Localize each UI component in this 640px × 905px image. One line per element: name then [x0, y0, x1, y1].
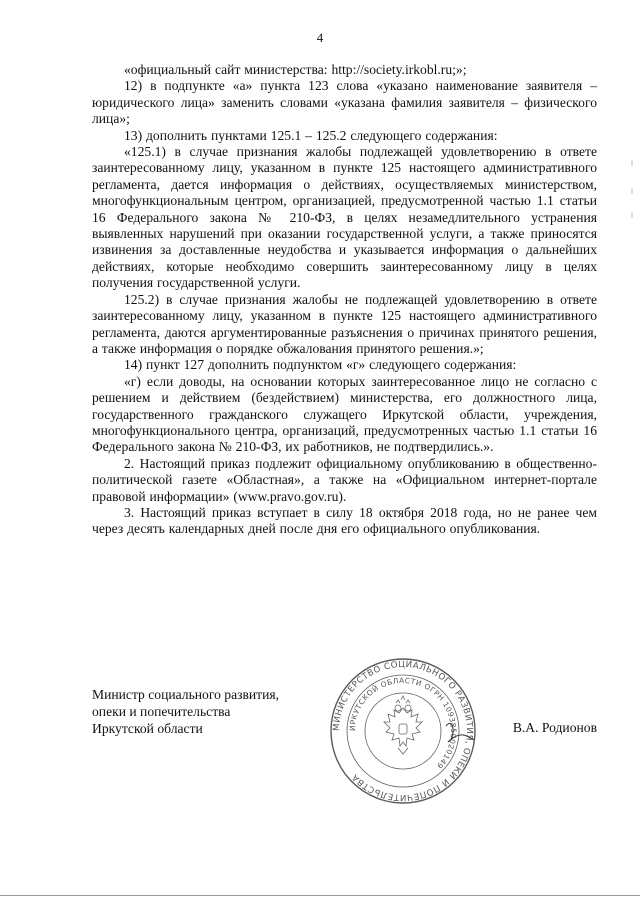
official-seal-stamp [328, 656, 478, 806]
scan-margin-marks [630, 160, 634, 220]
signatory-title-line: Иркутской области [92, 721, 203, 736]
signatory-title-line: опеки и попечительства [92, 704, 231, 719]
paragraph: «официальный сайт министерства: http://society.irkobl.ru;»; [124, 62, 467, 77]
paragraph: 12) в подпункте «а» пункта 123 слова «указано наименование заявителя – юридического лица» заменить словами «указана фамилия заявителя – физического лица»; [92, 78, 597, 127]
paragraph: 13) дополнить пунктами 125.1 – 125.2 следующего содержания: [124, 127, 498, 143]
signatory-title-line: Министр социального развития, [92, 687, 280, 702]
seal-outer-text-path: МИНИСТЕРСТВО СОЦИАЛЬНОГО РАЗВИТИЯ, ОПЕКИ И ПОПЕЧИТЕЛЬСТВА [331, 659, 475, 803]
scan-margin-marks-svg [630, 160, 634, 220]
document-body [92, 62, 597, 538]
page-number: 4 [316, 30, 324, 45]
coat-of-arms-eagle-icon [384, 696, 422, 754]
scan-bottom-edge [0, 895, 640, 896]
signature-block [92, 659, 597, 803]
paragraph: 125.2) в случае признания жалобы не подлежащей удовлетворению в ответе заинтересованному лицу, указанном в пункте 125 настоящего административного регламента, даются аргументированные разъяснения о причинах принятого решения, а также информация о порядке обжалования принятого решения.»; [92, 291, 597, 356]
paragraph: 14) пункт 127 дополнить подпунктом «г» следующего содержания: [124, 357, 517, 373]
signatory-title [92, 686, 279, 737]
paragraph: 3. Настоящий приказ вступает в силу 18 октября 2018 года, но не ранее чем через десять календарных дней после дня его официального опубликования. [92, 504, 597, 537]
paragraph: 2. Настоящий приказ подлежит официальному опубликованию в общественно-политической газете «Областная», а также на «Официальном интернет-портале правовой информации» (www.pravo.gov.ru). [92, 455, 597, 504]
signatory-name: В.А. Родионов [512, 720, 597, 735]
paragraph: «г) если доводы, на основании которых заинтересованное лицо не согласно с решением и действием (бездействием) министерства, его должностного лица, государственного гражданского служащего Иркутской области, учреждения, многофункционального центра, организаций, предусмотренных частью 1.1 статьи 16 Федерального закона № 210-ФЗ, их работников, не подтвердились.». [92, 373, 597, 455]
seal-inner-text-path: ИРКУТСКОЙ ОБЛАСТИ ОГРН 1093850020149 [347, 675, 459, 771]
paragraph: «125.1) в случае признания жалобы подлежащей удовлетворению в ответе заинтересованному лицу, указанном в пункте 125 настоящего административного регламента, дается информация о действиях, осуществляемых министерством, многофункциональным центром, организацией, предусмотренной частью 1.1 статьи 16 Федерального закона № 210-ФЗ, в целях незамедлительного устранения выявленных нарушений при оказании государственной услуги, а также приносятся извинения за доставленные неудобства и указывается информация о дальнейших действиях, которые необходимо совершить заинтересованному лицу в целях получения государственной услуги. [92, 144, 597, 291]
